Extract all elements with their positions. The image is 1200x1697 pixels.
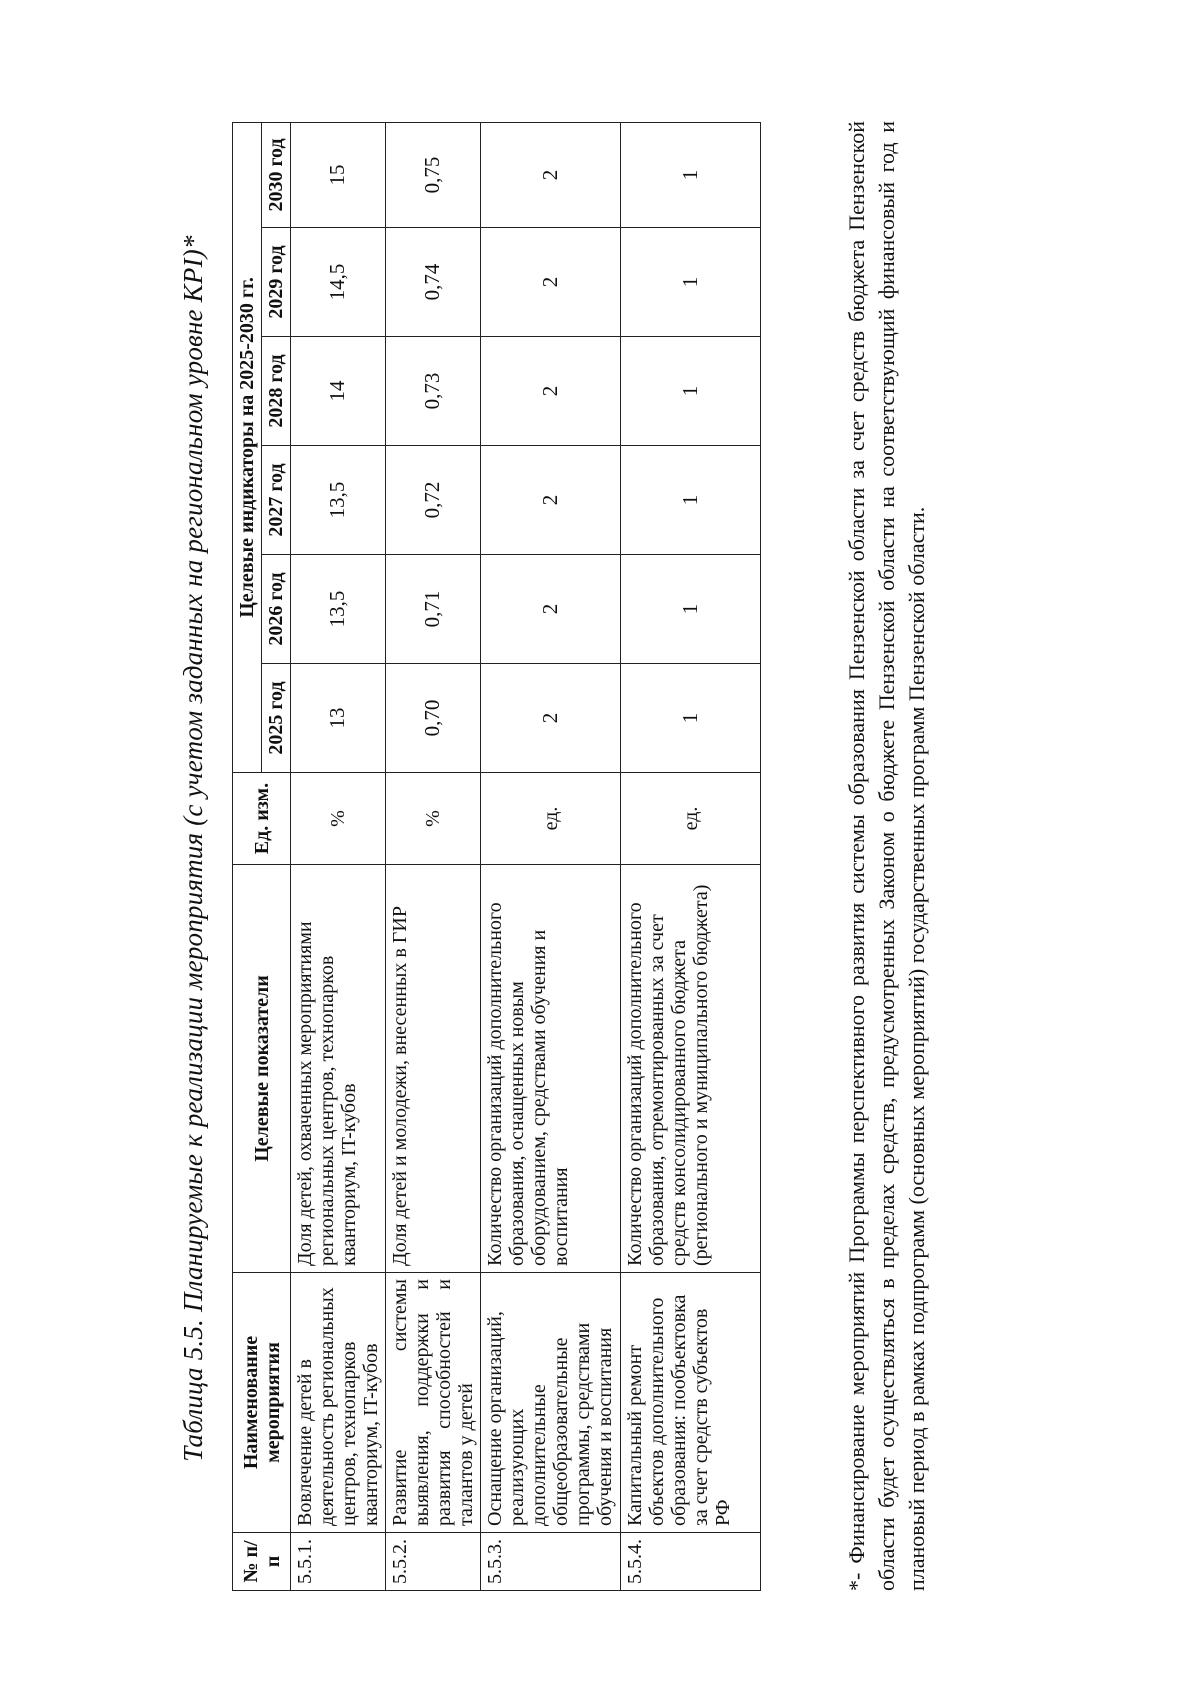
value-cell: 0,71 — [386, 555, 481, 664]
row-number: 5.5.4. — [621, 1533, 761, 1591]
value-cell: 1 — [621, 664, 761, 773]
header-year: 2028 год — [262, 337, 291, 446]
value-cell: 0,74 — [386, 228, 481, 337]
value-cell: 2 — [481, 446, 621, 555]
event-name: Оснащение организаций, реализующих дополнительные общеобразовательные программы, средствами обучения и воспитания — [481, 1273, 621, 1533]
target-indicator: Количество организаций дополнительного образования, оснащенных новым оборудованием, средствами обучения и воспитания — [481, 865, 621, 1273]
value-cell: 1 — [621, 122, 761, 227]
header-indicator: Целевые показатели — [233, 865, 291, 1273]
target-indicator: Количество организаций дополнительного образования, отремонтированных за счет средств консолидированного бюджета (регионального и муниципального бюджета) — [621, 865, 761, 1273]
value-cell: 2 — [481, 337, 621, 446]
table-row — [386, 122, 481, 1590]
unit-cell: ед. — [481, 773, 621, 865]
value-cell: 1 — [621, 555, 761, 664]
header-targets-group: Целевые индикаторы на 2025-2030 гг. — [233, 122, 262, 772]
value-cell: 2 — [481, 664, 621, 773]
value-cell: 1 — [621, 446, 761, 555]
value-cell: 0,73 — [386, 337, 481, 446]
kpi-table — [232, 122, 761, 1591]
value-cell: 0,72 — [386, 446, 481, 555]
header-year: 2029 год — [262, 228, 291, 337]
value-cell: 14 — [291, 337, 386, 446]
row-number: 5.5.1. — [291, 1533, 386, 1591]
row-number: 5.5.2. — [386, 1533, 481, 1591]
unit-cell: ед. — [621, 773, 761, 865]
value-cell: 1 — [621, 337, 761, 446]
value-cell: 2 — [481, 228, 621, 337]
header-year: 2030 год — [262, 122, 291, 227]
value-cell: 1 — [621, 228, 761, 337]
header-year: 2027 год — [262, 446, 291, 555]
unit-cell: % — [291, 773, 386, 865]
event-name: Развитие системы выявления, поддержки и развития способностей и талантов у детей — [386, 1273, 481, 1533]
header-row-1 — [233, 122, 262, 1590]
value-cell: 14,5 — [291, 228, 386, 337]
table-row — [481, 122, 621, 1590]
event-name: Вовлечение детей в деятельность региональных центров, технопарков кванториум, IT-кубов — [291, 1273, 386, 1533]
header-event: Наименование мероприятия — [233, 1273, 291, 1533]
table-row — [291, 122, 386, 1590]
table-caption: Таблица 5.5. Планируемые к реализации мероприятия (с учетом заданных на региональном уровне KPI)* — [178, 235, 208, 1462]
target-indicator: Доля детей, охваченных мероприятиями региональных центров, технопарков кванториум, IT-кубов — [291, 865, 386, 1273]
value-cell: 0,75 — [386, 122, 481, 227]
value-cell: 13,5 — [291, 555, 386, 664]
value-cell: 0,70 — [386, 664, 481, 773]
header-year: 2026 год — [262, 555, 291, 664]
row-number: 5.5.3. — [481, 1533, 621, 1591]
value-cell: 2 — [481, 122, 621, 227]
event-name: Капитальный ремонт объектов дополнительного образования: пообъектовка за счет средств субъектов РФ — [621, 1273, 761, 1533]
value-cell: 13 — [291, 664, 386, 773]
value-cell: 2 — [481, 555, 621, 664]
unit-cell: % — [386, 773, 481, 865]
table-row — [621, 122, 761, 1590]
header-year: 2025 год — [262, 664, 291, 773]
header-num: № п/п — [233, 1533, 291, 1591]
header-unit: Ед. изм. — [233, 773, 291, 865]
value-cell: 15 — [291, 122, 386, 227]
footnote: *- Финансирование мероприятий Программы перспективного развития системы образования Пензенской области за счет средств бюджета Пензенской области будет осуществляться в пределах средств, предусмотренных Законом о бюджете Пензенской области на соответствующий финансовый год и плановый период в рамках подпрограмм (основных мероприятий) государственных программ Пензенской области. — [844, 121, 929, 1591]
value-cell: 13,5 — [291, 446, 386, 555]
target-indicator: Доля детей и молодежи, внесенных в ГИР — [386, 865, 481, 1273]
